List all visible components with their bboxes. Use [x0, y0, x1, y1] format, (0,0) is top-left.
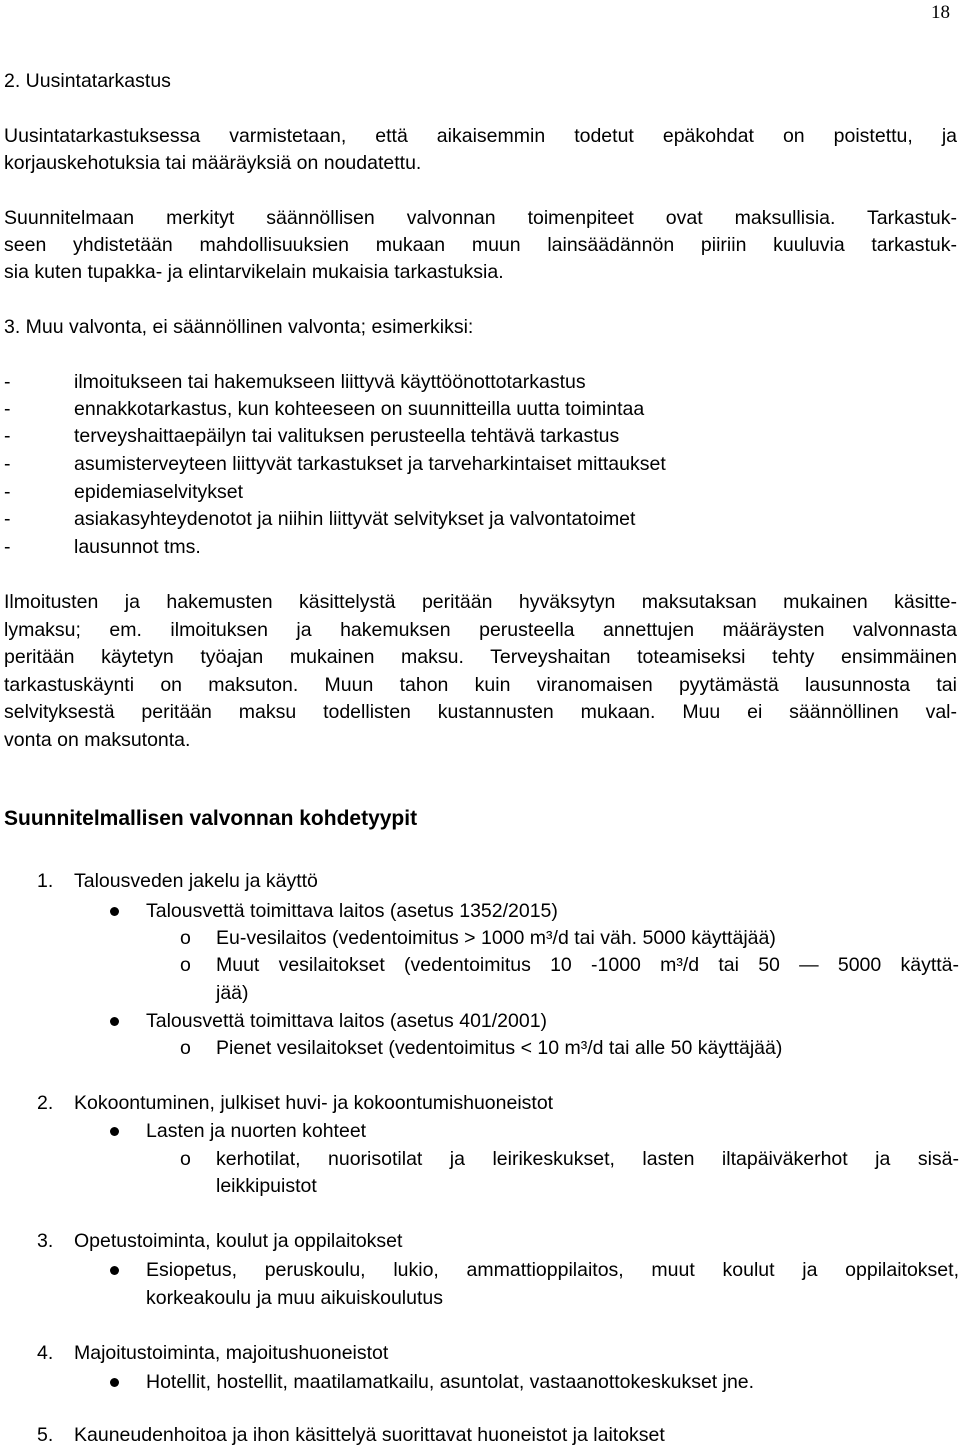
- category-title: Opetustoiminta, koulut ja oppilaitokset: [74, 1230, 403, 1252]
- fees-line: selvityksestä peritään maksu todellisten kustannusten mukaan. Muu ei säännöllinen val-: [4, 701, 957, 723]
- sub-item: Pienet vesilaitokset (vedentoimitus < 10 m³/d tai alle 50 käyttäjää): [216, 1037, 783, 1059]
- category-title: Kauneudenhoitoa ja ihon käsittelyä suorittavat huoneistot ja laitokset: [74, 1424, 665, 1446]
- para2-line: Suunnitelmaan merkityt säännöllisen valvonnan toimenpiteet ovat maksullisia. Tarkastuk-: [4, 207, 957, 229]
- dash-item: asiakasyhteydenotot ja niihin liittyvät selvitykset ja valvontatoimet: [74, 508, 636, 530]
- dash-item: terveyshaittaepäilyn tai valituksen perusteella tehtävä tarkastus: [74, 425, 620, 447]
- category-number: 3.: [37, 1230, 54, 1252]
- bullet-item: Lasten ja nuorten kohteet: [146, 1120, 367, 1142]
- other-supervision-title: 3. Muu valvonta, ei säännöllinen valvonta; esimerkiksi:: [4, 316, 474, 338]
- category-title: Talousveden jakelu ja käyttö: [74, 870, 318, 892]
- intro-line: Uusintatarkastuksessa varmistetaan, että aikaisemmin todetut epäkohdat on poistettu, ja: [4, 125, 957, 147]
- bullet-icon: [110, 1378, 119, 1387]
- sub-marker: o: [180, 1148, 191, 1170]
- dash-item: ilmoitukseen tai hakemukseen liittyvä käyttöönottotarkastus: [74, 371, 586, 393]
- fees-line: Ilmoitusten ja hakemusten käsittelystä peritään hyväksytyn maksutaksan mukainen käsitte-: [4, 591, 957, 613]
- category-number: 5.: [37, 1424, 54, 1446]
- sub-marker: o: [180, 954, 191, 976]
- dash-item: epidemiaselvitykset: [74, 481, 244, 503]
- dash-marker: -: [4, 536, 11, 558]
- bullet-icon: [110, 907, 119, 916]
- bullet-icon: [110, 1127, 119, 1136]
- dash-marker: -: [4, 508, 11, 530]
- para2-line: sia kuten tupakka- ja elintarvikelain mukaisia tarkastuksia.: [4, 261, 504, 283]
- sub-item-cont: leikkipuistot: [216, 1175, 317, 1197]
- category-number: 4.: [37, 1342, 54, 1364]
- dash-item: ennakkotarkastus, kun kohteeseen on suunnitteilla uutta toimintaa: [74, 398, 645, 420]
- dash-marker: -: [4, 425, 11, 447]
- sub-item: kerhotilat, nuorisotilat ja leirikeskukset, lasten iltapäiväkerhot ja sisä-: [216, 1148, 959, 1170]
- dash-marker: -: [4, 398, 11, 420]
- sub-item-cont: jää): [216, 982, 249, 1004]
- bullet-item: Hotellit, hostellit, maatilamatkailu, asuntolat, vastaanottokeskukset jne.: [146, 1371, 755, 1393]
- bullet-item: Talousvettä toimittava laitos (asetus 1352/2015): [146, 900, 558, 922]
- fees-line: tarkastuskäynti on maksuton. Muun tahon kuin viranomaisen pyytämästä lausunnosta tai: [4, 674, 957, 696]
- bullet-item: Esiopetus, peruskoulu, lukio, ammattioppilaitos, muut koulut ja oppilaitokset,: [146, 1259, 959, 1281]
- sub-marker: o: [180, 927, 191, 949]
- section-heading: Suunnitelmallisen valvonnan kohdetyypit: [4, 807, 418, 830]
- category-title: Majoitustoiminta, majoitushuoneistot: [74, 1342, 389, 1364]
- intro-line: korjauskehotuksia tai määräyksiä on noudatettu.: [4, 152, 422, 174]
- category-number: 1.: [37, 870, 54, 892]
- para2-line: seen yhdistetään mahdollisuuksien mukaan muun lainsäädännön piiriin kuuluvia tarkastuk-: [4, 234, 957, 256]
- page-number: 18: [931, 2, 950, 23]
- dash-item: asumisterveyteen liittyvät tarkastukset ja tarveharkintaiset mittaukset: [74, 453, 666, 475]
- bullet-item-cont: korkeakoulu ja muu aikuiskoulutus: [146, 1287, 443, 1309]
- dash-item: lausunnot tms.: [74, 536, 201, 558]
- dash-marker: -: [4, 453, 11, 475]
- sub-marker: o: [180, 1037, 191, 1059]
- dash-marker: -: [4, 371, 11, 393]
- bullet-icon: [110, 1017, 119, 1026]
- fees-line: peritään käytetyn työajan mukainen maksu. Terveyshaitan toteamiseksi tehty ensimmäinen: [4, 646, 957, 668]
- section-title: 2. Uusintatarkastus: [4, 70, 171, 92]
- category-title: Kokoontuminen, julkiset huvi- ja kokoontumishuoneistot: [74, 1092, 554, 1114]
- fees-line: vonta on maksutonta.: [4, 729, 191, 751]
- sub-item: Muut vesilaitokset (vedentoimitus 10 -1000 m³/d tai 50 — 5000 käyttä-: [216, 954, 959, 976]
- bullet-item: Talousvettä toimittava laitos (asetus 401/2001): [146, 1010, 548, 1032]
- fees-line: lymaksu; em. ilmoituksen ja hakemuksen perusteella annettujen määräysten valvonnasta: [4, 619, 957, 641]
- bullet-icon: [110, 1266, 119, 1275]
- dash-marker: -: [4, 481, 11, 503]
- category-number: 2.: [37, 1092, 54, 1114]
- sub-item: Eu-vesilaitos (vedentoimitus > 1000 m³/d tai väh. 5000 käyttäjää): [216, 927, 776, 949]
